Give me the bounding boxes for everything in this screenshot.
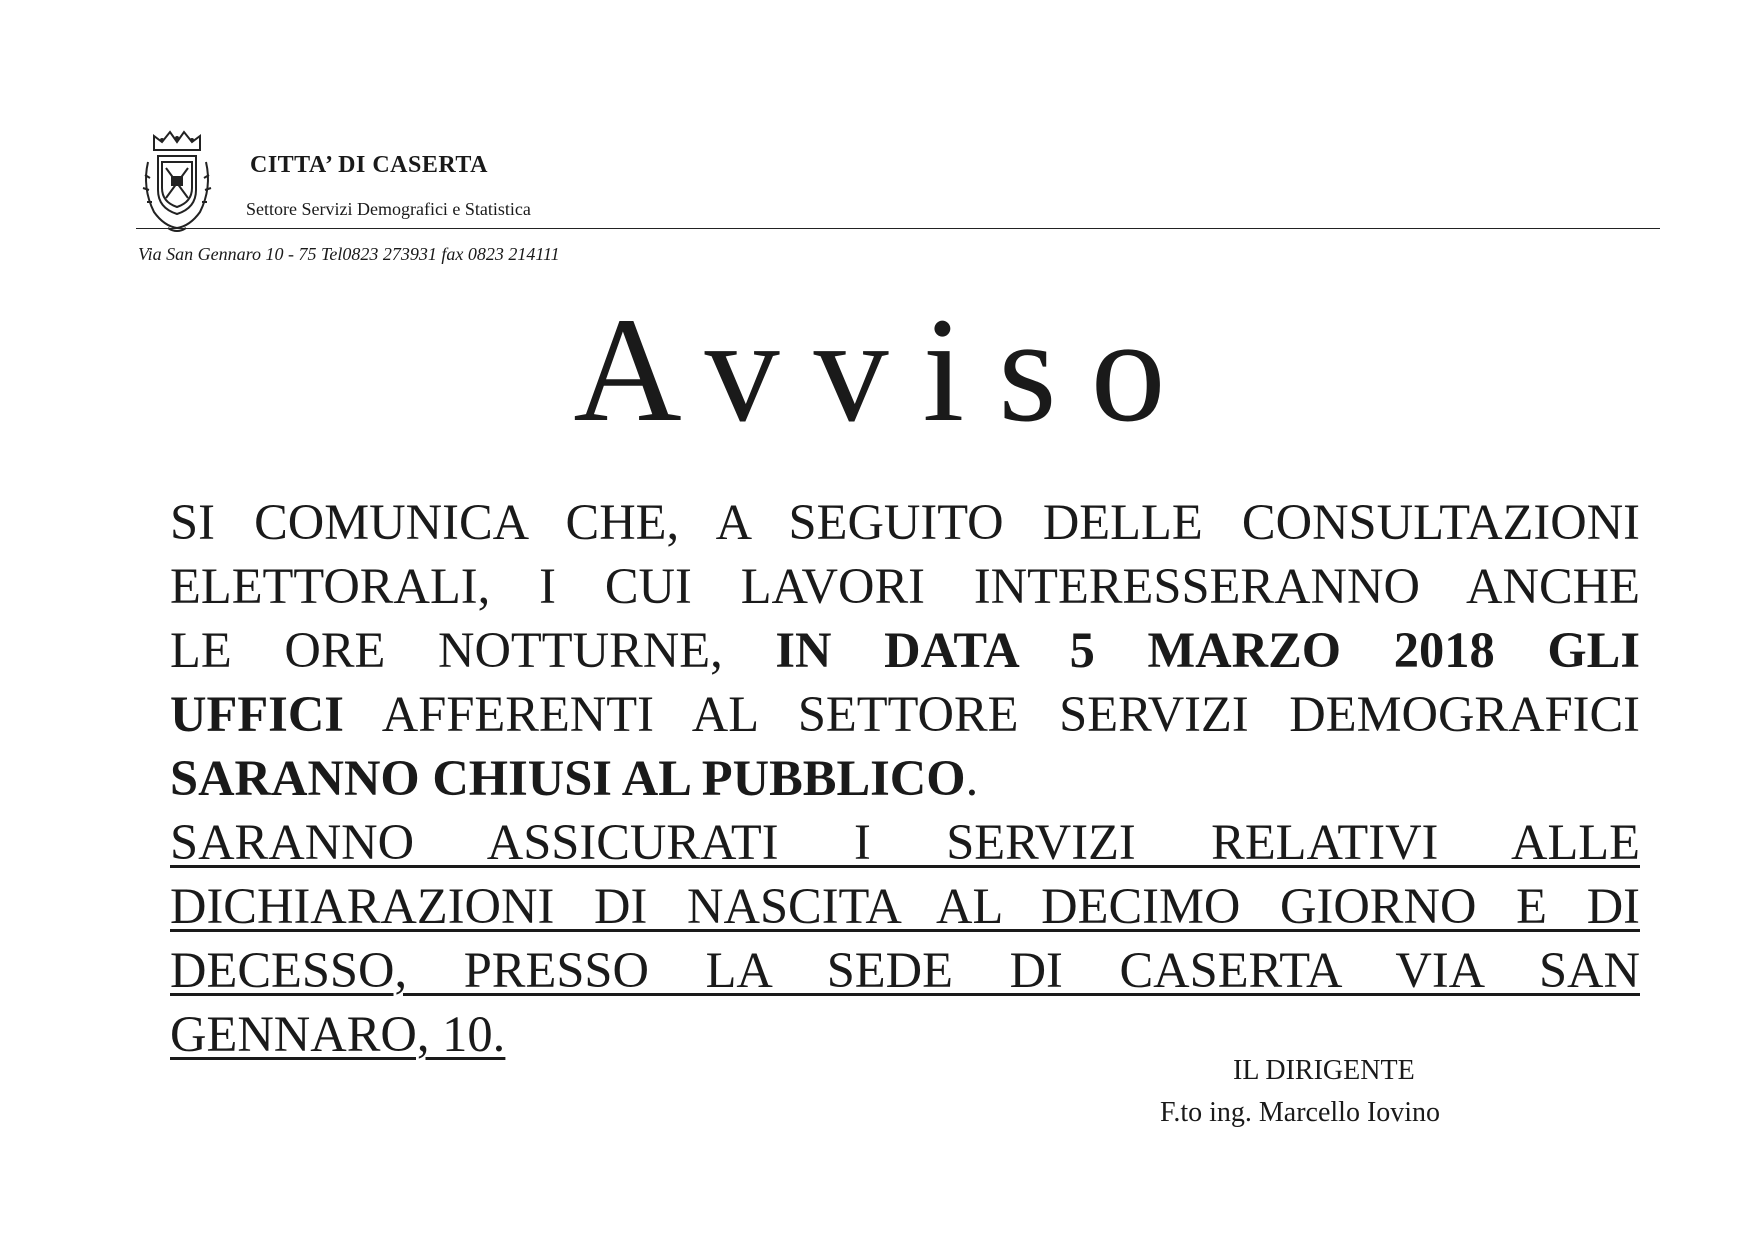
office-address: Via San Gennaro 10 - 75 Tel0823 273931 fax 0823 214111 (138, 244, 560, 264)
body-line (170, 746, 1640, 810)
body-text-segment: GENNARO, 10. (170, 1006, 506, 1062)
body-text-segment: LE ORE NOTTURNE, (170, 622, 723, 678)
header-divider (136, 228, 1660, 229)
city-crest-icon (140, 128, 214, 236)
body-line: ELETTORALI, I CUI LAVORI INTERESSERANNO ANCHE (170, 558, 1640, 614)
notice-paragraph-services (170, 810, 1640, 1066)
body-line (170, 682, 1640, 746)
body-text-segment: AFFERENTI AL SETTORE SERVIZI DEMOGRAFICI (381, 686, 1640, 742)
signature-block (1160, 1050, 1440, 1134)
body-line (170, 618, 1640, 682)
body-line: SI COMUNICA CHE, A SEGUITO DELLE CONSULTAZIONI (170, 494, 1640, 550)
notice-title: Avviso (573, 287, 1200, 453)
signer-title: IL DIRIGENTE (1233, 1055, 1415, 1086)
signer-name: F.to ing. Marcello Iovino (1160, 1097, 1441, 1128)
body-text-segment: . (965, 750, 979, 806)
body-line: SARANNO ASSICURATI I SERVIZI RELATIVI ALLE (170, 814, 1640, 870)
notice-paragraph-closure (170, 490, 1640, 810)
org-sector: Settore Servizi Demografici e Statistica (246, 199, 531, 219)
closure-statement: SARANNO CHIUSI AL PUBBLICO (170, 750, 966, 806)
offices-label: UFFICI (170, 686, 344, 742)
org-name: CITTA’ DI CASERTA (250, 152, 488, 178)
closure-date: IN DATA 5 MARZO 2018 GLI (775, 622, 1640, 678)
body-line: DICHIARAZIONI DI NASCITA AL DECIMO GIORNO E DI (170, 878, 1640, 934)
body-line: DECESSO, PRESSO LA SEDE DI CASERTA VIA SAN (170, 942, 1640, 998)
